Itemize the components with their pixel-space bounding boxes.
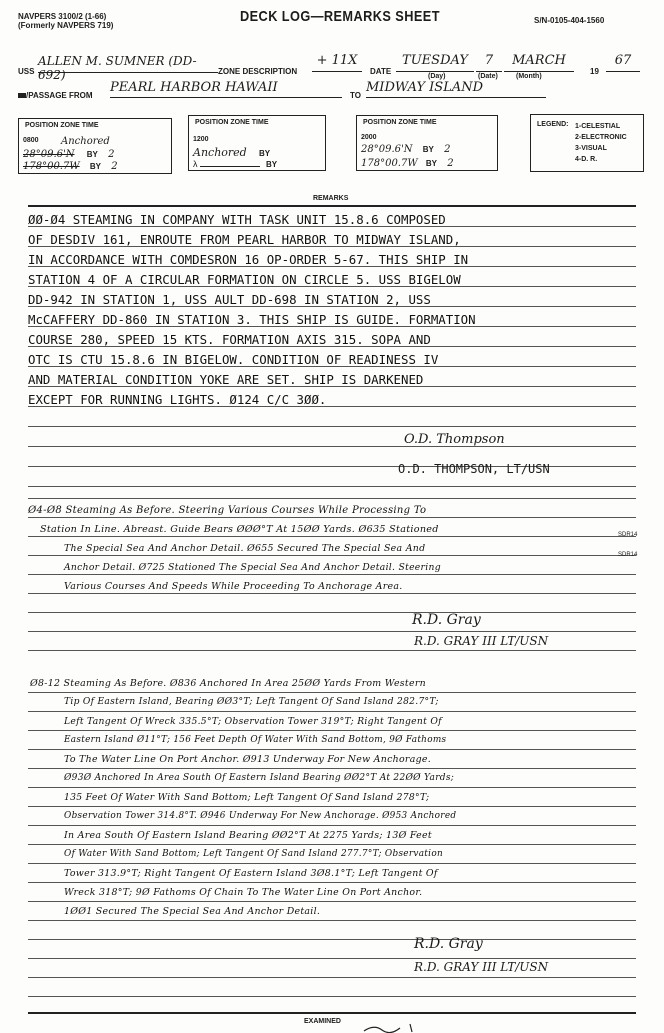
ruled-line xyxy=(28,920,636,921)
ruled-line xyxy=(28,555,636,556)
longitude-value: 178°00.7W xyxy=(361,158,418,169)
remark-line: Ø4-Ø8 Steaming As Before. Steering Various Courses While Processing To xyxy=(28,505,427,516)
ruled-line xyxy=(28,631,636,632)
remark-line: Left Tangent Of Wreck 335.5°T; Observation Tower 319°T; Right Tangent Of xyxy=(64,716,442,727)
remarks-label: REMARKS xyxy=(313,195,349,202)
ruled-line xyxy=(28,825,636,826)
signature-print-thompson: O.D. THOMPSON, LT/USN xyxy=(398,462,550,476)
longitude-blank xyxy=(200,158,260,167)
legend-item: 2-ELECTRONIC xyxy=(575,134,627,141)
ruled-line xyxy=(28,650,636,651)
remark-line: EXCEPT FOR RUNNING LIGHTS. Ø124 C/C 3ØØ. xyxy=(28,392,327,407)
position-box-header: POSITION ZONE TIME xyxy=(195,119,269,126)
remark-line: Station In Line. Abreast. Guide Bears ØØØ°T At 15ØØ Yards. Ø635 Stationed xyxy=(40,524,439,535)
month-value: MARCH xyxy=(504,53,574,72)
fix-code: 2 xyxy=(444,144,451,155)
fix-code: 2 xyxy=(447,158,454,169)
date-caption: (Date) xyxy=(478,73,498,80)
remark-line: Ø93Ø Anchored In Area South Of Eastern Island Bearing ØØ2°T At 22ØØ Yards; xyxy=(64,773,455,783)
uss-label: USS xyxy=(18,67,35,76)
legend-item: 3-VISUAL xyxy=(575,145,607,152)
ruled-line xyxy=(28,517,636,518)
remark-line: Tip Of Eastern Island, Bearing ØØ3°T; Left Tangent Of Sand Island 282.7°T; xyxy=(64,697,439,707)
ruled-line xyxy=(28,612,636,613)
by-label: BY xyxy=(425,159,437,168)
position-box-header: POSITION ZONE TIME xyxy=(25,122,99,129)
remark-line: McCAFFERY DD-860 IN STATION 3. THIS SHIP IS GUIDE. FORMATION xyxy=(28,312,476,327)
position-time: 1200 xyxy=(193,136,209,143)
remark-line: Anchor Detail. Ø725 Stationed The Special Sea And Anchor Detail. Steering xyxy=(64,562,441,573)
latitude-value: Anchored xyxy=(193,146,247,159)
signature-gray-2: R.D. Gray xyxy=(414,936,483,952)
remark-line: OTC IS CTU 15.8.6 IN BIGELOW. CONDITION OF READINESS IV xyxy=(28,352,439,367)
ruled-line xyxy=(28,882,636,883)
latitude-value: 28°09.6'N xyxy=(361,144,413,155)
position-note: Anchored xyxy=(61,136,110,147)
ruled-line xyxy=(28,958,636,959)
remark-line: OF DESDIV 161, ENROUTE FROM PEARL HARBOR TO MIDWAY ISLAND, xyxy=(28,232,461,247)
day-value: TUESDAY xyxy=(396,53,474,72)
ruled-line xyxy=(28,863,636,864)
by-label: BY xyxy=(258,149,271,158)
legend-box xyxy=(530,114,644,172)
year-prefix: 19 xyxy=(590,67,599,76)
remark-line: IN ACCORDANCE WITH COMDESRON 16 OP-ORDER 5-67. THIS SHIP IN xyxy=(28,252,469,267)
by-label: BY xyxy=(422,145,434,154)
longitude-value: 178°00.7W xyxy=(23,161,80,172)
margin-note: SDR14 xyxy=(618,552,638,558)
latitude-value: 28°09.6'N xyxy=(23,149,75,160)
ruled-line xyxy=(28,730,636,731)
position-box-2000 xyxy=(356,115,498,171)
legend-title: LEGEND: xyxy=(537,121,569,128)
date-label: DATE xyxy=(370,67,392,76)
ruled-line xyxy=(28,806,636,807)
position-box-0800 xyxy=(18,118,172,174)
signature-print-gray-2: R.D. GRAY III LT/USN xyxy=(414,960,549,974)
form-former-number: (Formerly NAVPERS 719) xyxy=(18,21,114,30)
legend-item: 1-CELESTIAL xyxy=(575,123,621,130)
form-number: NAVPERS 3100/2 (1-66) xyxy=(18,12,107,21)
ruled-line xyxy=(28,939,636,940)
ruled-line xyxy=(28,692,636,693)
ruled-line xyxy=(28,536,636,537)
remark-line: COURSE 280, SPEED 15 KTS. FORMATION AXIS 315. SOPA AND xyxy=(28,332,431,347)
remark-line: Various Courses And Speeds While Proceeding To Anchorage Area. xyxy=(64,581,403,592)
by-label: BY xyxy=(89,162,101,171)
remark-line: 1ØØ1 Secured The Special Sea And Anchor Detail. xyxy=(64,906,321,917)
ruled-line xyxy=(28,768,636,769)
ruled-line xyxy=(28,977,636,978)
ruled-line xyxy=(28,426,636,427)
ruled-line xyxy=(28,574,636,575)
remark-line: In Area South Of Eastern Island Bearing ØØ2°T At 2275 Yards; 13Ø Feet xyxy=(64,830,432,841)
longitude-value: λ xyxy=(193,159,198,169)
examiner-signature-mark xyxy=(360,1022,440,1033)
passage-from-value: PEARL HARBOR HAWAII xyxy=(110,80,342,98)
remark-line: Eastern Island Ø11°T; 156 Feet Depth Of Water With Sand Bottom, 9Ø Fathoms xyxy=(64,735,447,745)
remark-line: Observation Tower 314.8°T. Ø946 Underway For New Anchorage. Ø953 Anchored xyxy=(64,811,457,821)
remarks-top-rule xyxy=(28,205,636,207)
ruled-line xyxy=(28,498,636,499)
ruled-line xyxy=(28,996,636,997)
remark-line: ØØ-Ø4 STEAMING IN COMPANY WITH TASK UNIT 15.8.6 COMPOSED xyxy=(28,212,446,227)
position-box-1200 xyxy=(188,115,326,171)
remark-line: Ø8-12 Steaming As Before. Ø836 Anchored In Area 25ØØ Yards From Western xyxy=(30,678,426,689)
remark-line: DD-942 IN STATION 1, USS AULT DD-698 IN STATION 2, USS xyxy=(28,292,431,307)
legend-item: 4-D. R. xyxy=(575,156,598,163)
remark-line: AND MATERIAL CONDITION YOKE ARE SET. SHIP IS DARKENED xyxy=(28,372,424,387)
fix-code: 2 xyxy=(111,161,118,172)
ship-name: ALLEN M. SUMNER (DD-692) xyxy=(38,54,218,73)
examined-rule xyxy=(28,1012,636,1014)
remark-line: STATION 4 OF A CIRCULAR FORMATION ON CIRCLE 5. USS BIGELOW xyxy=(28,272,461,287)
struck-label-mark xyxy=(18,93,26,98)
ruled-line xyxy=(28,446,636,447)
position-time: 0800 xyxy=(23,137,39,144)
remark-line: To The Water Line On Port Anchor. Ø913 Underway For New Anchorage. xyxy=(64,754,432,765)
position-box-header: POSITION ZONE TIME xyxy=(363,119,437,126)
zone-description-label: ZONE DESCRIPTION xyxy=(218,67,298,76)
passage-to-label: TO xyxy=(350,91,361,100)
month-caption: (Month) xyxy=(516,73,542,80)
signature-gray-1: R.D. Gray xyxy=(412,612,481,628)
by-label: BY xyxy=(265,160,278,169)
day-caption: (Day) xyxy=(428,73,446,80)
year-value: 67 xyxy=(606,53,640,72)
by-label: BY xyxy=(86,150,98,159)
ruled-line xyxy=(28,844,636,845)
remark-line: Tower 313.9°T; Right Tangent Of Eastern Island 3Ø8.1°T; Left Tangent Of xyxy=(64,868,438,879)
signature-thompson: O.D. Thompson xyxy=(404,432,505,447)
date-value: 7 xyxy=(476,53,502,72)
ruled-line xyxy=(28,787,636,788)
stock-number: S/N-0105-404-1560 xyxy=(534,16,605,25)
remark-line: Of Water With Sand Bottom; Left Tangent Of Sand Island 277.7°T; Observation xyxy=(64,849,443,859)
examined-label: EXAMINED xyxy=(304,1018,341,1025)
ruled-line xyxy=(28,593,636,594)
ruled-line xyxy=(28,901,636,902)
fix-code: 2 xyxy=(108,149,115,160)
passage-from-label: /PASSAGE FROM xyxy=(26,91,93,100)
ruled-line xyxy=(28,749,636,750)
remark-line: Wreck 318°T; 9Ø Fathoms Of Chain To The Water Line On Port Anchor. xyxy=(64,887,423,898)
ruled-line xyxy=(28,486,636,487)
page-title: DECK LOG—REMARKS SHEET xyxy=(240,8,440,25)
remark-line: 135 Feet Of Water With Sand Bottom; Left Tangent Of Sand Island 278°T; xyxy=(64,792,430,803)
ruled-line xyxy=(28,711,636,712)
zone-description-value: + 11X xyxy=(312,53,362,72)
position-time: 2000 xyxy=(361,134,377,141)
remark-line: The Special Sea And Anchor Detail. Ø655 Secured The Special Sea And xyxy=(64,543,426,554)
signature-print-gray-1: R.D. GRAY III LT/USN xyxy=(414,634,549,648)
passage-to-value: MIDWAY ISLAND xyxy=(366,80,546,98)
margin-note: SDR14 xyxy=(618,532,638,538)
